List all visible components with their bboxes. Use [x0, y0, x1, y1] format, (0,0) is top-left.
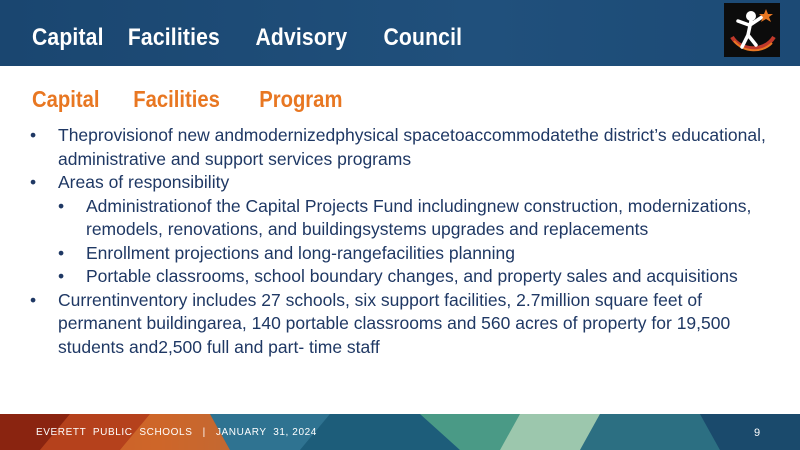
- list-item: [30, 289, 770, 360]
- footer-text: EVERETT PUBLIC SCHOOLS | JANUARY 31, 2024: [36, 427, 317, 438]
- bullet-text: Currentinventory includes 27 schools, six support facilities, 2.7million square feet of permanent buildingarea, 140 portable classrooms and 560 acres of property for 19,500 students and2,500 full and part- time staff: [58, 289, 731, 357]
- bullet-marker: •: [30, 172, 37, 192]
- sub-list-item: [30, 242, 770, 266]
- page-number: 9: [754, 427, 761, 439]
- district-logo-icon: [724, 3, 780, 57]
- section-subtitle: Capital Facilities Program: [32, 86, 343, 112]
- bullet-list: [30, 124, 770, 359]
- sub-list-item: [30, 265, 770, 289]
- bullet-marker: •: [58, 242, 65, 263]
- list-item: [30, 171, 770, 195]
- bullet-text: Enrollment projections and long-rangefacilities planning: [86, 242, 516, 263]
- bullet-marker: •: [30, 125, 37, 145]
- bullet-marker: •: [30, 289, 37, 310]
- bullet-text: Administrationof the Capital Projects Fund includingnew construction, modernizations, remodels, renovations, and buildingsystems upgrades and replacements: [86, 195, 752, 239]
- bullet-text: Theprovisionof new andmodernizedphysical spacetoaccommodatethe district’s educational, administrative and support services programs: [58, 125, 766, 169]
- bullet-text: Portable classrooms, school boundary changes, and property sales and acquisitions: [86, 266, 738, 286]
- list-item: [30, 124, 770, 171]
- bullet-marker: •: [58, 266, 65, 286]
- slide-title: Capital Facilities Advisory Council: [32, 24, 463, 51]
- bullet-marker: •: [58, 195, 65, 216]
- sub-list-item: [30, 195, 770, 242]
- bullet-text: Areas of responsibility: [58, 172, 230, 192]
